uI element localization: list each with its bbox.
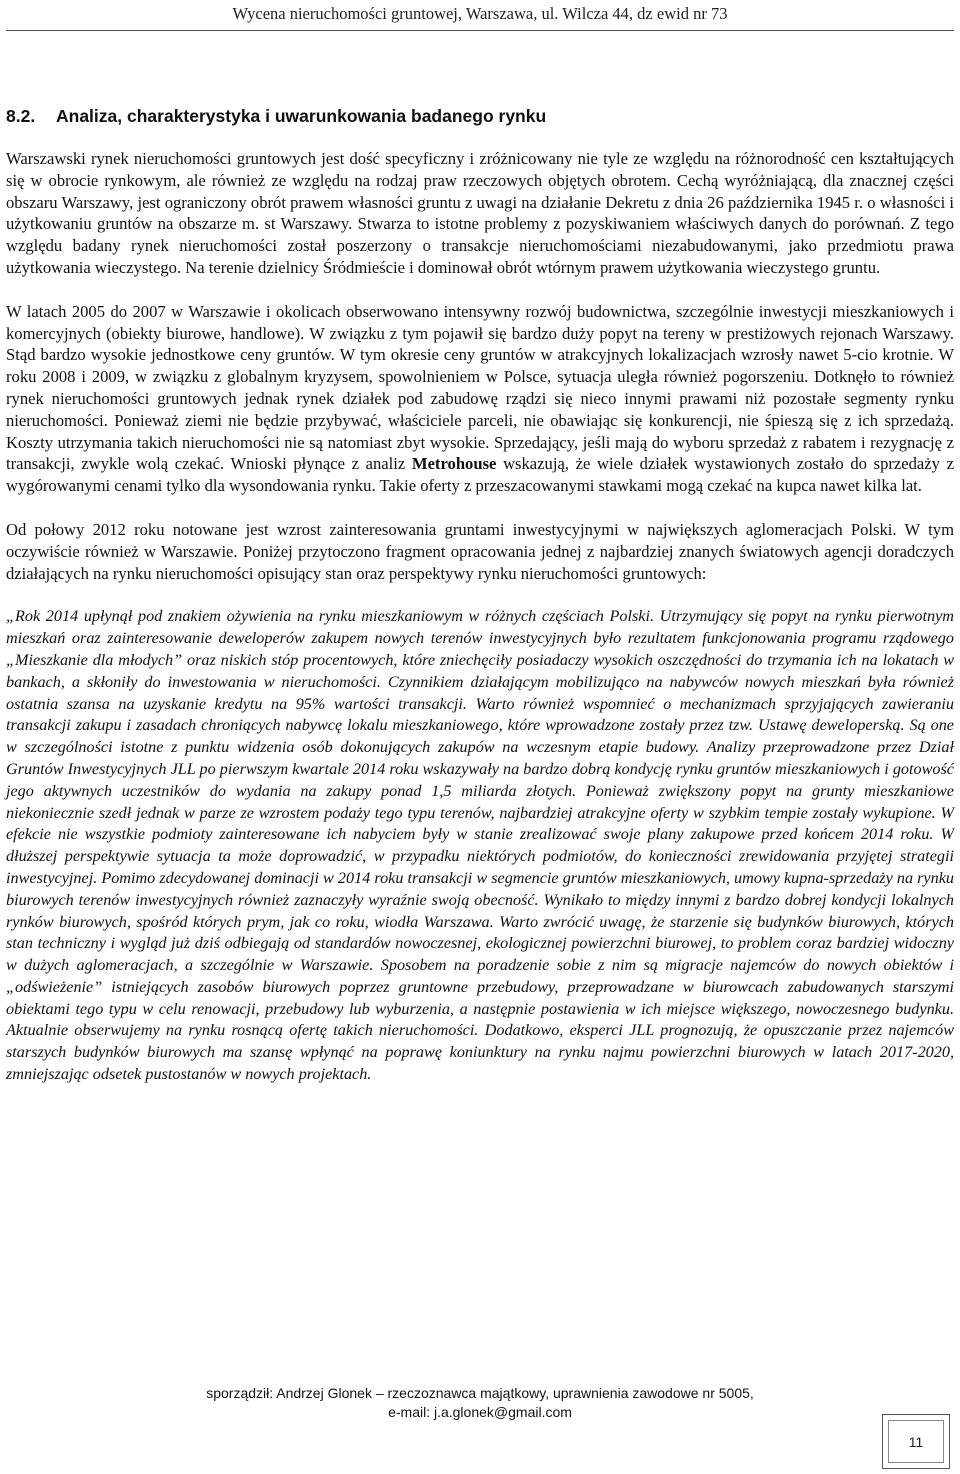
- page-number: 11: [908, 1434, 924, 1450]
- paragraph-2: [6, 301, 954, 497]
- footer-author: sporządził: Andrzej Glonek – rzeczoznawca majątkowy, uprawnienia zawodowe nr 5005,: [206, 1385, 754, 1401]
- section-heading: [6, 105, 954, 127]
- page-number-box: [882, 1414, 950, 1469]
- header-divider: [6, 30, 954, 31]
- paragraph-2-brand: Metrohouse: [411, 454, 497, 474]
- paragraph-3: Od połowy 2012 roku notowane jest wzrost zainteresowania gruntami inwestycyjnymi w największych aglomeracjach Polski. W tym oczywiście również w Warszawie. Poniżej przytoczono fragment opracowania jednej z najbardziej znanych światowych agencji doradczych działających na rynku nieruchomości opisujący stan oraz perspektywy rynku nieruchomości gruntowych:: [6, 519, 954, 583]
- page-content: [6, 105, 954, 1086]
- footer-email: e-mail: j.a.glonek@gmail.com: [388, 1404, 572, 1420]
- running-header: [0, 0, 960, 34]
- paragraph-2-part-2: wskazują, że wiele działek wystawionych zostało do sprzedaży z wygórowanymi cenami tylko dla wysondowania rynku. Takie oferty z przeszacowanymi stawkami mogą czekać na kupca nawet kilka lat.: [6, 454, 954, 496]
- paragraph-1: Warszawski rynek nieruchomości gruntowych jest dość specyficzny i zróżnicowany nie tyle ze względu na różnorodność cen kształtujących się w obrocie rynkowym, ale również ze względu na rodzaj praw rzeczowych objętych obrotem. Cechą wyróżniającą, dla znacznej części obszaru Warszawy, jest ograniczony obrót prawem własności gruntu z uwagi na działanie Dekretu z dnia 26 października 1945 r. o własności i użytkowaniu gruntów na obszarze m. st Warszawy. Stwarza to istotne problemy z pozyskiwaniem właściwych danych do porównań. Z tego względu badany rynek nieruchomości został poszerzony o transakcje nieruchomościami niezabudowanymi, jako przedmiotu prawa użytkowania wieczystego. Na terenie dzielnicy Śródmieście i dominował obrót wtórnym prawem użytkowania wieczystego gruntu.: [6, 149, 954, 277]
- quoted-excerpt: „Rok 2014 upłynął pod znakiem ożywienia na rynku mieszkaniowym w różnych częściach Polski. Utrzymujący się popyt na rynku pierwotnym mieszkań oraz zainteresowanie deweloperów zakupem nowych terenów inwestycyjnych było rezultatem funkcjonowania programu rządowego „Mieszkanie dla młodych” oraz niskich stóp procentowych, które zniechęciły posiadaczy wysokich oszczędności do trzymania ich na lokatach w bankach, a skłoniły do inwestowania w nieruchomości. Czynnikiem działającym mobilizująco na nabywców nowych mieszkań była również ostatnia szansa na uzyskanie kredytu na 95% wartości transakcji. Warto również wspomnieć o mechanizmach sprzyjających zawieraniu transakcji zakupu i zasadach chroniących nabywcę lokalu mieszkaniowego, które wprowadzone zostały przez tzw. Ustawę deweloperską. Są one w szczególności istotne z punktu widzenia osób dokonujących zakupów na wczesnym etapie budowy. Analizy przeprowadzone przez Dział Gruntów Inwestycyjnych JLL po pierwszym kwartale 2014 roku wskazywały na bardzo dobrą kondycję rynku gruntów mieszkaniowych i gotowość jego aktywnych uczestników do wydania na zakupy ponad 1,5 miliarda złotych. Ponieważ zwiększony popyt na grunty mieszkaniowe niekoniecznie szedł jednak w parze ze wzrostem podaży tego typu terenów, najbardziej atrakcyjne oferty w szybkim tempie zostały wykupione. W efekcie nie wszystkie podmioty zainteresowane ich nabyciem były w stanie zrealizować swoje plany zakupowe przed końcem 2014 roku. W dłuższej perspektywie sytuacja ta może doprowadzić, w przypadku niektórych podmiotów, do konieczności zrewidowania przyjętej strategii inwestycyjnej. Pomimo zdecydowanej dominacji w 2014 roku transakcji w segmencie gruntów mieszkaniowych, umowy kupna-sprzedaży na rynku biurowych terenów inwestycyjnych również zaznaczyły wyraźnie swoją obecność. Wynikało to między innymi z bardzo dobrej kondycji lokalnych rynków biurowych, spośród których prym, jak co roku, wiodła Warszawa. Warto zwrócić uwagę, że starzenie się budynków biurowych, których stan techniczny i wygląd już dziś odbiegają od standardów nowoczesnej, ekologicznej powierzchni biurowej, to problem coraz bardziej widoczny w dużych aglomeracjach, a szczególnie w Warszawie. Sposobem na poradzenie sobie z nim są migracje najemców do nowych obiektów i „odświeżenie” istniejących zasobów biurowych poprzez gruntowne przebudowy, przeprowadzane w biurowcach zabudowanych starszymi obiektami tego typu w celu renowacji, przebudowy lub wyburzenia, a następnie postawienia w ich miejsce większego, nowoczesnego budynku. Aktualnie obserwujemy na rynku rosnącą ofertę takich nieruchomości. Dodatkowo, eksperci JLL prognozują, że opuszczanie przez najemców starszych budynków biurowych ma szansę wpłynąć na poprawę koniunktury na rynku najmu powierzchni biurowych w latach 2017-2020, zmniejszając odsetek pustostanów w nowych projektach.: [6, 607, 954, 1084]
- page-footer: [0, 1384, 960, 1422]
- paragraph-2-part-1: W latach 2005 do 2007 w Warszawie i okolicach obserwowano intensywny rozwój budownictwa, szczególnie inwestycji mieszkaniowych i komercyjnych (obiekty biurowe, handlowe). W związku z tym pojawił się bardzo duży popyt na tereny w prestiżowych rejonach Warszawy. Stąd bardzo wysokie jednostkowe ceny gruntów. W tym okresie ceny gruntów w atrakcyjnych lokalizacjach wzrosły nawet 5-cio krotnie. W roku 2008 i 2009, w związku z globalnym kryzysem, spowolnieniem w Polsce, sytuacja uległa również pogorszeniu. Dotknęło to również rynek nieruchomości gruntowych jednak rynek działek pod zabudowę rządzi się nieco innymi prawami niż pozostałe segmenty rynku nieruchomości. Ponieważ ziemi nie będzie przybywać, właściciele parceli, nie obawiając się konkurencji, nie śpieszą się z ich sprzedażą. Koszty utrzymania takich nieruchomości nie są natomiast zbyt wysokie. Sprzedający, jeśli mają do wyboru sprzedaż z rabatem i rezygnację z transakcji, zwykle wolą czekać. Wnioski płynące z analiz: [6, 301, 954, 474]
- section-title: Analiza, charakterystyka i uwarunkowania badanego rynku: [56, 106, 547, 126]
- section-number: 8.2.: [6, 106, 36, 126]
- running-header-title: Wycena nieruchomości gruntowej, Warszawa, ul. Wilcza 44, dz ewid nr 73: [232, 4, 728, 23]
